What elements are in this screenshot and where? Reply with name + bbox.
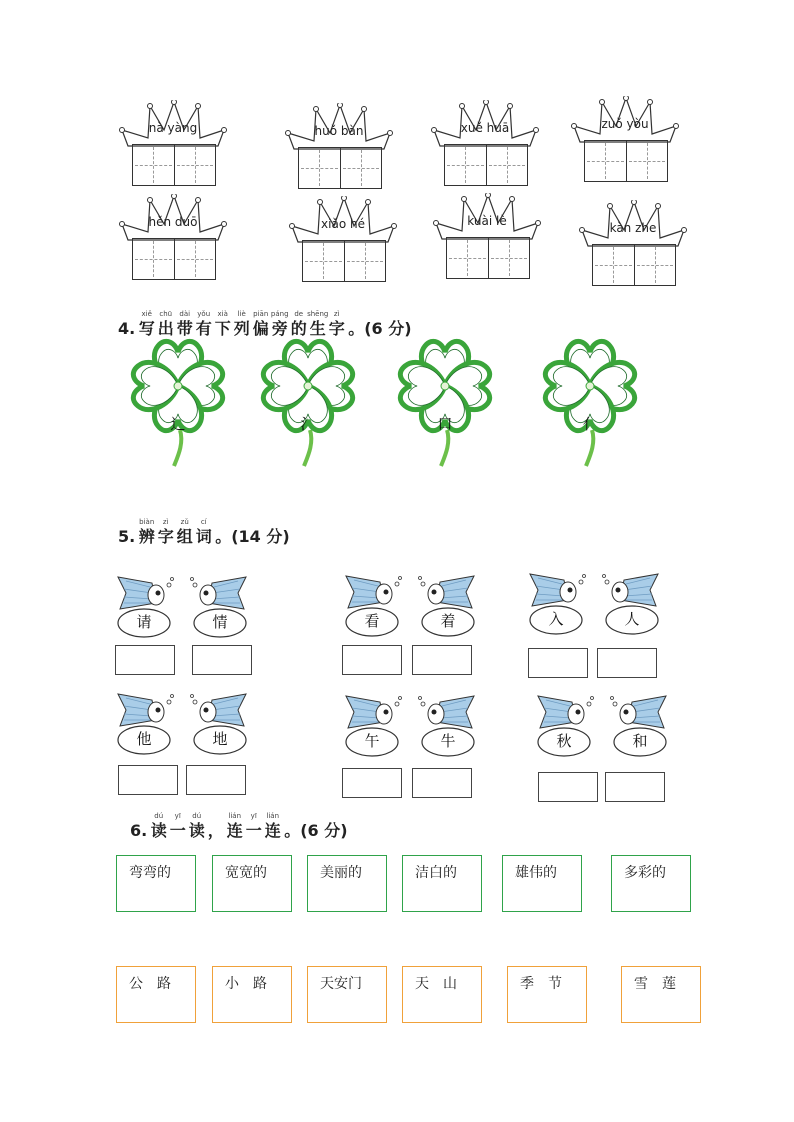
pinyin-label: kàn zhe bbox=[609, 221, 657, 235]
noun-text: 天 山 bbox=[415, 976, 457, 992]
tian-grid-answer-box[interactable] bbox=[132, 144, 216, 186]
ruby-hanzi: 旁 bbox=[271, 319, 288, 338]
pinyin-crown bbox=[430, 100, 540, 190]
radical-label: 辶 bbox=[170, 415, 186, 433]
tian-cell[interactable] bbox=[489, 238, 530, 278]
tian-cell[interactable] bbox=[627, 141, 668, 181]
adjective-text: 宽宽的 bbox=[225, 865, 267, 881]
tian-grid-answer-box[interactable] bbox=[302, 240, 386, 282]
fish-hanzi: 人 bbox=[624, 610, 640, 628]
ruby-hanzi: 出 bbox=[157, 319, 174, 338]
fish-icon bbox=[600, 570, 664, 640]
fish-icon bbox=[532, 692, 596, 762]
noun-text: 小 路 bbox=[225, 976, 267, 992]
noun-text: 公 路 bbox=[129, 976, 171, 992]
section-5-heading bbox=[118, 518, 290, 547]
match-adjective-box[interactable] bbox=[212, 855, 292, 912]
fish-character bbox=[532, 692, 596, 762]
tian-cell[interactable] bbox=[585, 141, 627, 181]
tian-grid-answer-box[interactable] bbox=[592, 244, 676, 286]
word-answer-box[interactable] bbox=[192, 645, 252, 675]
pinyin-label: kuài lè bbox=[467, 214, 507, 228]
fish-icon bbox=[416, 692, 480, 762]
section-6-heading bbox=[130, 812, 348, 841]
fish-character bbox=[608, 692, 672, 762]
four-leaf-clover bbox=[540, 338, 640, 468]
adjective-text: 多彩的 bbox=[624, 865, 666, 881]
ruby-char bbox=[213, 310, 232, 339]
word-answer-box[interactable] bbox=[412, 645, 472, 675]
word-answer-box[interactable] bbox=[342, 768, 402, 798]
pinyin-crown bbox=[118, 100, 228, 190]
tian-cell[interactable] bbox=[175, 239, 216, 279]
radical-label: 亻 bbox=[582, 415, 598, 433]
clover-icon bbox=[258, 338, 358, 468]
fish-hanzi: 着 bbox=[440, 612, 456, 630]
adjective-text: 美丽的 bbox=[320, 865, 362, 881]
tian-cell[interactable] bbox=[341, 148, 382, 188]
ruby-char bbox=[308, 310, 327, 339]
match-adjective-box[interactable] bbox=[402, 855, 482, 912]
noun-text: 天安门 bbox=[320, 976, 362, 992]
word-answer-box[interactable] bbox=[342, 645, 402, 675]
radical-label: 氵 bbox=[300, 415, 316, 433]
fish-character bbox=[188, 573, 252, 643]
fish-hanzi: 牛 bbox=[440, 732, 456, 750]
pinyin-crown bbox=[288, 196, 398, 286]
pinyin-crown bbox=[570, 96, 680, 186]
noun-text: 季 节 bbox=[520, 976, 562, 992]
section-number: 6. bbox=[130, 821, 148, 840]
ruby-char bbox=[225, 812, 244, 841]
ruby-char bbox=[270, 310, 289, 339]
tian-cell[interactable] bbox=[593, 245, 635, 285]
fish-icon bbox=[608, 692, 672, 762]
match-adjective-box[interactable] bbox=[502, 855, 582, 912]
ruby-char bbox=[137, 518, 156, 547]
pinyin-crown bbox=[432, 193, 542, 283]
ruby-hanzi: 下 bbox=[214, 319, 231, 338]
ruby-hanzi: 辨 bbox=[138, 527, 155, 546]
word-answer-box[interactable] bbox=[538, 772, 598, 802]
section-score: 。(6 分) bbox=[348, 319, 412, 338]
tian-cell[interactable] bbox=[299, 148, 341, 188]
clover-icon bbox=[540, 338, 640, 468]
fish-hanzi: 看 bbox=[364, 612, 380, 630]
tian-cell[interactable] bbox=[175, 145, 216, 185]
pinyin-crown bbox=[118, 194, 228, 284]
ruby-pinyin: zì bbox=[162, 518, 169, 526]
ruby-hanzi: 组 bbox=[176, 527, 193, 546]
ruby-char bbox=[206, 812, 225, 841]
clover-icon bbox=[395, 338, 495, 468]
fish-icon bbox=[416, 572, 480, 642]
ruby-pinyin: liè bbox=[237, 310, 246, 318]
ruby-pinyin: de bbox=[294, 310, 304, 318]
fish-hanzi: 地 bbox=[212, 730, 228, 748]
tian-grid-answer-box[interactable] bbox=[584, 140, 668, 182]
section-number: 4. bbox=[118, 319, 136, 338]
ruby-pinyin: xià bbox=[217, 310, 228, 318]
clover-icon bbox=[128, 338, 228, 468]
ruby-char bbox=[149, 812, 168, 841]
fish-hanzi: 情 bbox=[212, 613, 228, 631]
fish-icon bbox=[340, 572, 404, 642]
match-noun-box[interactable] bbox=[116, 966, 196, 1023]
ruby-pinyin: yī bbox=[174, 812, 181, 820]
ruby-char bbox=[232, 310, 251, 339]
fish-hanzi: 他 bbox=[136, 730, 152, 748]
four-leaf-clover bbox=[128, 338, 228, 468]
word-answer-box[interactable] bbox=[412, 768, 472, 798]
match-adjective-box[interactable] bbox=[307, 855, 387, 912]
ruby-hanzi: 列 bbox=[233, 319, 250, 338]
tian-cell[interactable] bbox=[133, 239, 175, 279]
ruby-char bbox=[156, 310, 175, 339]
fish-character bbox=[112, 690, 176, 760]
four-leaf-clover bbox=[395, 338, 495, 468]
ruby-pinyin: dài bbox=[179, 310, 191, 318]
ruby-pinyin: xiě bbox=[141, 310, 152, 318]
section-4-heading bbox=[118, 310, 412, 339]
fish-hanzi: 秋 bbox=[556, 732, 572, 750]
ruby-hanzi: 写 bbox=[138, 319, 155, 338]
fish-character bbox=[340, 572, 404, 642]
ruby-hanzi: 读 bbox=[150, 821, 167, 840]
ruby-char bbox=[251, 310, 270, 339]
pinyin-label: hěn duō bbox=[148, 215, 198, 229]
adjective-text: 弯弯的 bbox=[129, 865, 171, 881]
fish-character bbox=[112, 573, 176, 643]
adjective-text: 洁白的 bbox=[415, 865, 457, 881]
ruby-char bbox=[263, 812, 282, 841]
fish-icon bbox=[188, 573, 252, 643]
tian-cell[interactable] bbox=[303, 241, 345, 281]
four-leaf-clover bbox=[258, 338, 358, 468]
ruby-char bbox=[137, 310, 156, 339]
ruby-hanzi: 字 bbox=[328, 319, 345, 338]
word-answer-box[interactable] bbox=[597, 648, 657, 678]
ruby-pinyin: dú bbox=[192, 812, 202, 820]
ruby-hanzi: ， bbox=[207, 821, 224, 840]
match-adjective-box[interactable] bbox=[611, 855, 691, 912]
ruby-pinyin: yǒu bbox=[197, 310, 211, 318]
match-noun-box[interactable] bbox=[212, 966, 292, 1023]
ruby-hanzi: 带 bbox=[176, 319, 193, 338]
fish-hanzi: 和 bbox=[632, 732, 648, 750]
ruby-hanzi: 词 bbox=[195, 527, 212, 546]
ruby-hanzi: 有 bbox=[195, 319, 212, 338]
pinyin-label: xuě huā bbox=[460, 121, 510, 135]
fish-icon bbox=[340, 692, 404, 762]
radical-label: 口 bbox=[437, 415, 453, 433]
fish-hanzi: 请 bbox=[136, 613, 152, 631]
pinyin-crown bbox=[284, 103, 394, 193]
fish-character bbox=[524, 570, 588, 640]
ruby-pinyin: chū bbox=[159, 310, 173, 318]
fish-icon bbox=[112, 573, 176, 643]
fish-icon bbox=[524, 570, 588, 640]
ruby-hanzi: 连 bbox=[264, 821, 281, 840]
ruby-char bbox=[194, 310, 213, 339]
section-number: 5. bbox=[118, 527, 136, 546]
pinyin-label: huǒ bàn bbox=[314, 124, 364, 138]
fish-character bbox=[188, 690, 252, 760]
ruby-pinyin: cí bbox=[200, 518, 207, 526]
fish-character bbox=[416, 692, 480, 762]
ruby-hanzi: 一 bbox=[245, 821, 262, 840]
match-adjective-box[interactable] bbox=[116, 855, 196, 912]
ruby-pinyin: páng bbox=[270, 310, 289, 318]
word-answer-box[interactable] bbox=[528, 648, 588, 678]
word-answer-box[interactable] bbox=[118, 765, 178, 795]
tian-grid-answer-box[interactable] bbox=[444, 144, 528, 186]
tian-grid-answer-box[interactable] bbox=[132, 238, 216, 280]
ruby-pinyin: lián bbox=[266, 812, 280, 820]
ruby-pinyin: shēng bbox=[307, 310, 329, 318]
pinyin-label: xiǎo hé bbox=[321, 217, 365, 231]
ruby-char bbox=[289, 310, 308, 339]
ruby-pinyin: lián bbox=[228, 812, 242, 820]
ruby-hanzi: 读 bbox=[188, 821, 205, 840]
pinyin-label: nà yàng bbox=[148, 121, 198, 135]
ruby-hanzi: 的 bbox=[290, 319, 307, 338]
section-score: 。(14 分) bbox=[215, 527, 290, 546]
fish-icon bbox=[188, 690, 252, 760]
match-noun-box[interactable] bbox=[307, 966, 387, 1023]
match-noun-box[interactable] bbox=[621, 966, 701, 1023]
fish-hanzi: 午 bbox=[364, 732, 380, 750]
ruby-char bbox=[175, 310, 194, 339]
ruby-hanzi: 连 bbox=[226, 821, 243, 840]
tian-cell[interactable] bbox=[487, 145, 528, 185]
tian-grid-answer-box[interactable] bbox=[298, 147, 382, 189]
ruby-char bbox=[194, 518, 213, 547]
match-noun-box[interactable] bbox=[507, 966, 587, 1023]
section-score: 。(6 分) bbox=[284, 821, 348, 840]
ruby-pinyin: zì bbox=[333, 310, 340, 318]
ruby-hanzi: 一 bbox=[169, 821, 186, 840]
tian-cell[interactable] bbox=[635, 245, 676, 285]
ruby-hanzi: 偏 bbox=[252, 319, 269, 338]
ruby-char bbox=[327, 310, 346, 339]
fish-icon bbox=[112, 690, 176, 760]
ruby-char bbox=[244, 812, 263, 841]
match-noun-box[interactable] bbox=[402, 966, 482, 1023]
ruby-hanzi: 字 bbox=[157, 527, 174, 546]
ruby-pinyin: piān bbox=[253, 310, 269, 318]
ruby-char bbox=[168, 812, 187, 841]
noun-text: 雪 莲 bbox=[634, 976, 676, 992]
pinyin-crown bbox=[578, 200, 688, 290]
ruby-pinyin: zǔ bbox=[180, 518, 189, 526]
tian-cell[interactable] bbox=[345, 241, 386, 281]
fish-character bbox=[600, 570, 664, 640]
ruby-char bbox=[187, 812, 206, 841]
fish-character bbox=[340, 692, 404, 762]
tian-grid-answer-box[interactable] bbox=[446, 237, 530, 279]
tian-cell[interactable] bbox=[133, 145, 175, 185]
word-answer-box[interactable] bbox=[115, 645, 175, 675]
ruby-pinyin: biàn bbox=[139, 518, 155, 526]
ruby-char bbox=[175, 518, 194, 547]
tian-cell[interactable] bbox=[447, 238, 489, 278]
ruby-pinyin: dú bbox=[154, 812, 164, 820]
word-answer-box[interactable] bbox=[605, 772, 665, 802]
fish-hanzi: 入 bbox=[548, 610, 564, 628]
adjective-text: 雄伟的 bbox=[515, 865, 557, 881]
fish-character bbox=[416, 572, 480, 642]
ruby-hanzi: 生 bbox=[309, 319, 326, 338]
ruby-pinyin: yī bbox=[250, 812, 257, 820]
pinyin-label: zuǒ yòu bbox=[601, 117, 649, 131]
word-answer-box[interactable] bbox=[186, 765, 246, 795]
ruby-char bbox=[156, 518, 175, 547]
tian-cell[interactable] bbox=[445, 145, 487, 185]
